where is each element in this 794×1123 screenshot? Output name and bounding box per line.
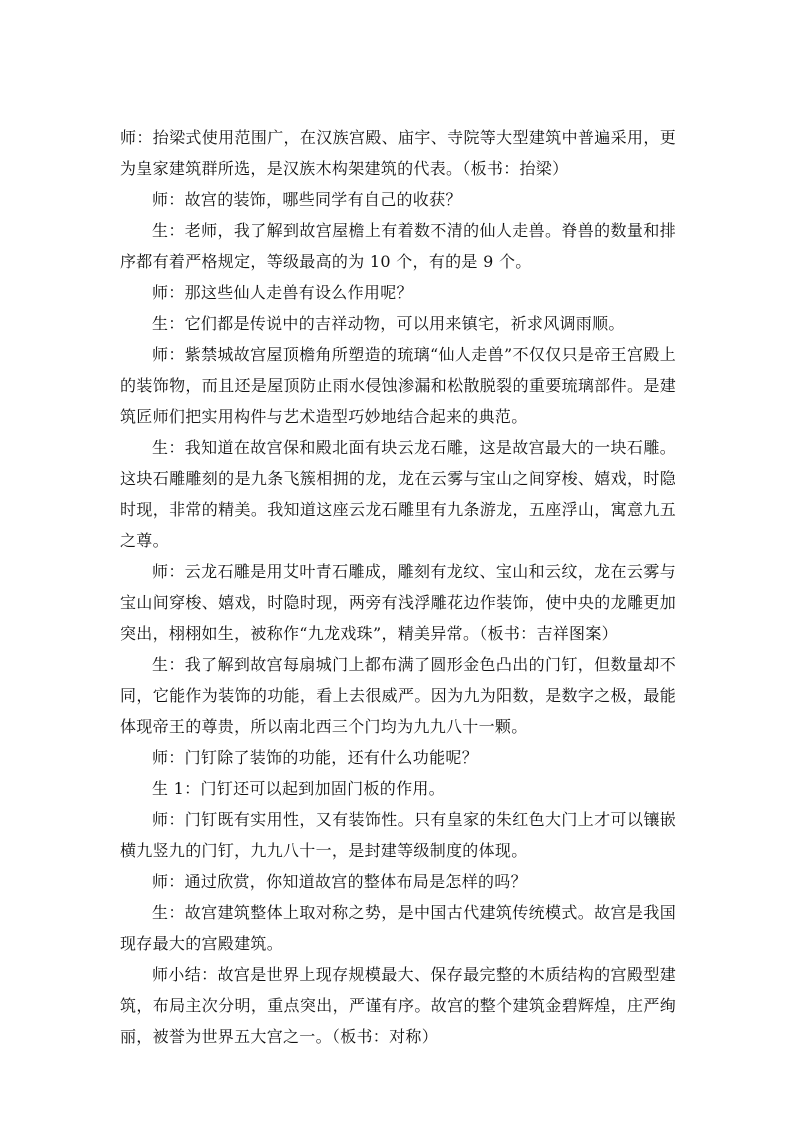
document-body bbox=[120, 122, 676, 1052]
paragraph-1: 师：抬梁式使用范围广，在汉族宫殿、庙宇、寺院等大型建筑中普遍采用，更为皇家建筑群所选，是汉族木构架建筑的代表。（板书：抬梁） bbox=[120, 128, 676, 178]
paragraph-12: 师：门钉既有实用性，又有装饰性。只有皇家的朱红色大门上才可以镶嵌横九竖九的门钉，九九八十一，是封建等级制度的体现。 bbox=[120, 810, 676, 860]
paragraph-6: 师：紫禁城故宫屋顶檐角所塑造的琉璃“仙人走兽”不仅仅只是帝王宫殿上的装饰物，而且还是屋顶防止雨水侵蚀渗漏和松散脱裂的重要琉璃部件。是建筑匠师们把实用构件与艺术造型巧妙地结合起来的典范。 bbox=[120, 345, 676, 426]
paragraph-4: 师：那这些仙人走兽有设么作用呢？ bbox=[152, 283, 413, 302]
paragraph-2: 师：故宫的装饰，哪些同学有自己的收获？ bbox=[152, 190, 462, 209]
paragraph-5: 生：它们都是传说中的吉祥动物，可以用来镇宅，祈求风调雨顺。 bbox=[152, 314, 625, 333]
paragraph-8: 师：云龙石雕是用艾叶青石雕成，雕刻有龙纹、宝山和云纹，龙在云雾与宝山间穿梭、嬉戏，时隐时现，两旁有浅浮雕花边作装饰，使中央的龙雕更加突出，栩栩如生，被称作“九龙戏珠”，精美异常。（板书：吉祥图案） bbox=[120, 562, 676, 643]
paragraph-15: 师小结：故宫是世界上现存规模最大、保存最完整的木质结构的宫殿型建筑，布局主次分明，重点突出，严谨有序。故宫的整个建筑金碧辉煌，庄严绚丽，被誉为世界五大宫之一。（板书：对称） bbox=[120, 965, 676, 1046]
paragraph-3: 生：老师，我了解到故宫屋檐上有着数不清的仙人走兽。脊兽的数量和排序都有着严格规定，等级最高的为 10 个，有的是 9 个。 bbox=[120, 221, 676, 271]
paragraph-9: 生：我了解到故宫每扇城门上都布满了圆形金色凸出的门钉，但数量却不同，它能作为装饰的功能，看上去很威严。因为九为阳数，是数字之极，最能体现帝王的尊贵，所以南北西三个门均为九九八十一颗。 bbox=[120, 655, 676, 736]
paragraph-14: 生：故宫建筑整体上取对称之势，是中国古代建筑传统模式。故宫是我国现存最大的宫殿建筑。 bbox=[120, 903, 676, 953]
paragraph-13: 师：通过欣赏，你知道故宫的整体布局是怎样的吗？ bbox=[152, 872, 527, 891]
paragraph-10: 师：门钉除了装饰的功能，还有什么功能呢？ bbox=[152, 748, 479, 767]
paragraph-7: 生：我知道在故宫保和殿北面有块云龙石雕，这是故宫最大的一块石雕。这块石雕雕刻的是九条飞簇相拥的龙，龙在云雾与宝山之间穿梭、嬉戏，时隐时现，非常的精美。我知道这座云龙石雕里有九条游龙，五座浮山，寓意九五之尊。 bbox=[120, 438, 676, 550]
paragraph-11: 生 1：门钉还可以起到加固门板的作用。 bbox=[152, 779, 445, 798]
